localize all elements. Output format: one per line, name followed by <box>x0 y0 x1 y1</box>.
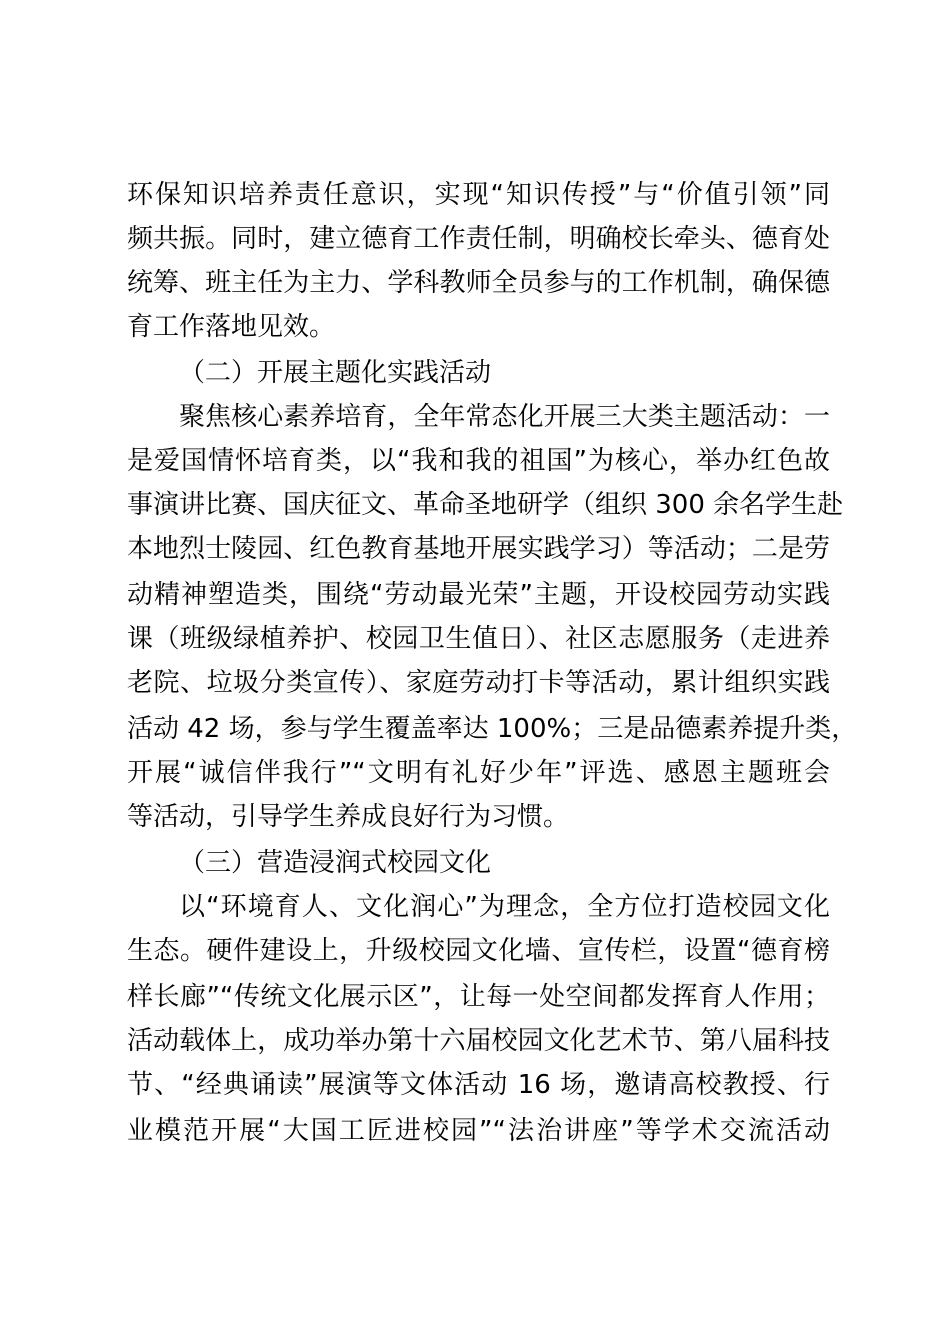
paragraph-line: 动精神塑造类，围绕“劳动最光荣”主题，开设校园劳动实践 <box>127 580 830 610</box>
paragraph-line: 频共振。同时，建立德育工作责任制，明确校长牵头、德育处 <box>127 224 830 254</box>
paragraph-line: 样长廊”“传统文化展示区”，让每一处空间都发挥育人作用； <box>127 982 830 1012</box>
paragraph-line: 节、“经典诵读”展演等文体活动 16 场，邀请高校教授、行 <box>127 1070 830 1100</box>
paragraph-line: 课（班级绿植养护、校园卫生值日）、社区志愿服务（走进养 <box>127 624 830 654</box>
paragraph-line: 老院、垃圾分类宣传）、家庭劳动打卡等活动，累计组织实践 <box>127 668 830 698</box>
paragraph-line: 业模范开展“大国工匠进校园”“法治讲座”等学术交流活动 <box>127 1116 830 1146</box>
paragraph-line: 活动载体上，成功举办第十六届校园文化艺术节、第八届科技 <box>127 1026 830 1056</box>
paragraph-line: 等活动，引导学生养成良好行为习惯。 <box>127 802 570 832</box>
paragraph-line: 活动 42 场，参与学生覆盖率达 100%；三是品德素养提升类， <box>127 714 858 744</box>
paragraph-line: 生态。硬件建设上，升级校园文化墙、宣传栏，设置“德育榜 <box>127 936 830 966</box>
paragraph-line: 本地烈士陵园、红色教育基地开展实践学习）等活动；二是劳 <box>127 534 830 564</box>
section-heading: （三）营造浸润式校园文化 <box>179 848 492 878</box>
paragraph-line: 育工作落地见效。 <box>127 312 336 342</box>
paragraph-line: 是爱国情怀培育类，以“我和我的祖国”为核心，举办红色故 <box>127 446 830 476</box>
paragraph-line: 以“环境育人、文化润心”为理念，全方位打造校园文化 <box>179 892 830 922</box>
paragraph-line: 事演讲比赛、国庆征文、革命圣地研学（组织 300 余名学生赴 <box>127 490 844 520</box>
paragraph-line: 统筹、班主任为主力、学科教师全员参与的工作机制，确保德 <box>127 268 830 298</box>
section-heading: （二）开展主题化实践活动 <box>179 358 492 388</box>
paragraph-line: 环保知识培养责任意识，实现“知识传授”与“价值引领”同 <box>127 180 830 210</box>
paragraph-line: 开展“诚信伴我行”“文明有礼好少年”评选、感恩主题班会 <box>127 758 830 788</box>
paragraph-line: 聚焦核心素养培育，全年常态化开展三大类主题活动：一 <box>179 402 830 432</box>
